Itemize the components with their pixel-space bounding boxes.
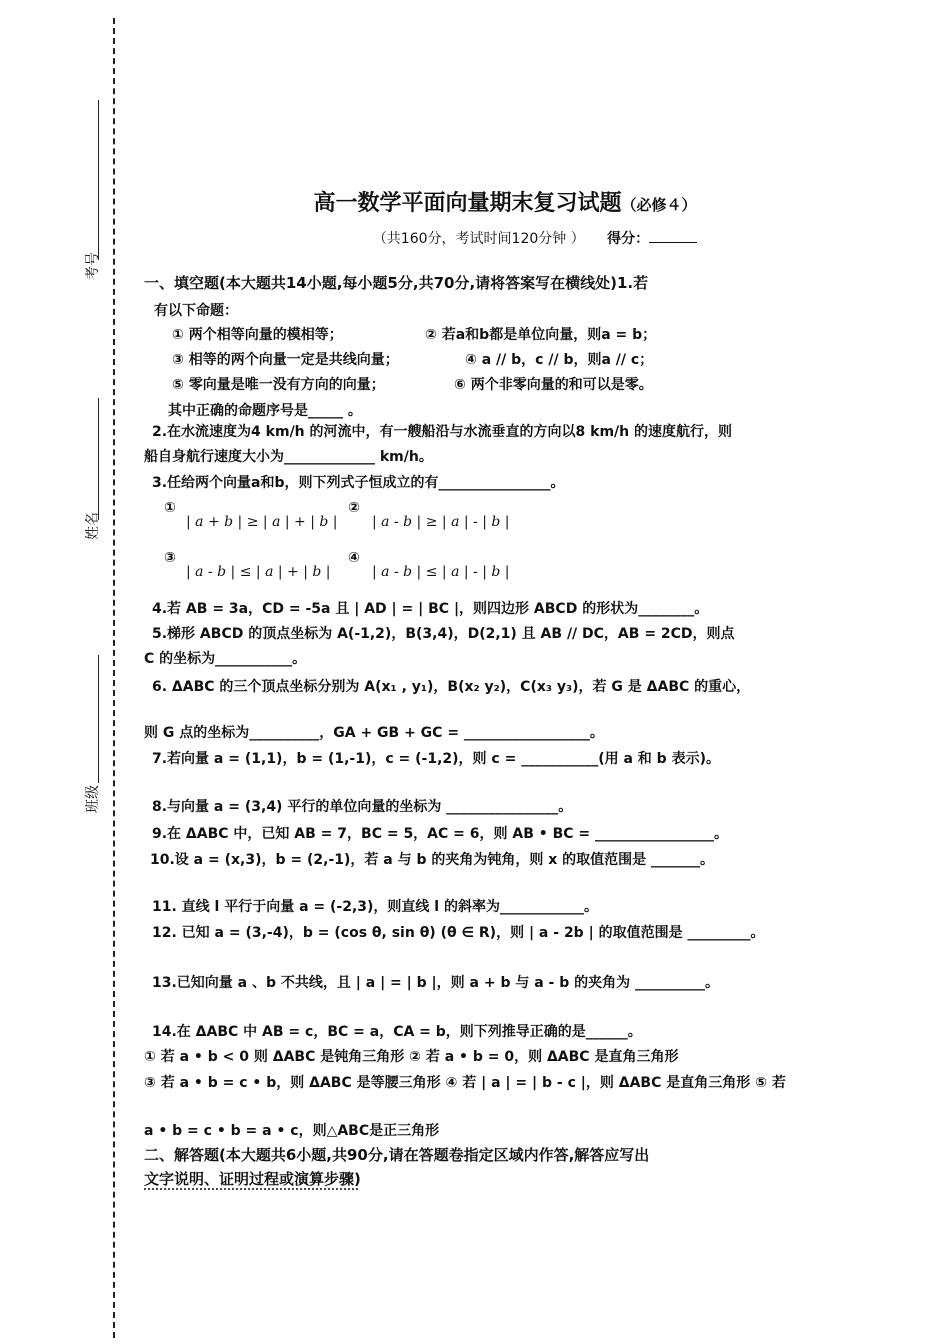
page-title [140,186,870,217]
q14-stem: 14.在 ΔABC 中 AB = c，BC = a，CA = b，则下列推导正确的是______。 [152,1024,642,1040]
section2-line2: 文字说明、证明过程或演算步骤) [144,1170,361,1188]
exam-no-label: 考号 [85,252,101,280]
exam-info-text: （共160分，考试时间120分钟 ） [372,231,585,247]
q9: 9.在 ΔABC 中，已知 AB = 7，BC = 5，AC = 6，则 AB • BC = _________________。 [152,826,729,842]
exam-info [140,228,930,248]
q6-line2: 则 G 点的坐标为__________，GA + GB + GC = __________________。 [144,725,604,741]
q6-line1: 6. ΔABC 的三个顶点坐标分别为 A(x₁ , y₁)，B(x₂ y₂)，C(x₃ y₃)，若 G 是 ΔABC 的重心， [152,679,751,695]
q3-choice-4-expr: | a - b | ≤ | a | - | b | [372,564,510,580]
q14-line2: ③ 若 a • b = c • b，则 ΔABC 是等腰三角形 ④ 若 | a | = | b - c |，则 ΔABC 是直角三角形 ⑤ 若 [144,1075,786,1091]
q8: 8.与向量 a = (3,4) 平行的单位向量的坐标为 ________________。 [152,799,573,815]
exam-no-line [98,100,99,260]
name-label: 姓名 [85,512,101,540]
q10: 10.设 a = (x,3)，b = (2,-1)，若 a 与 b 的夹角为钝角，则 x 的取值范围是 _______。 [150,852,715,868]
name-field[interactable] [72,398,112,558]
q12: 12. 已知 a = (3,-4)，b = (cos θ, sin θ) (θ ∈ R)，则 | a - 2b | 的取值范围是 _________。 [152,925,765,941]
q1-option-3: ③ 相等的两个向量一定是共线向量； [172,352,399,368]
class-field[interactable] [72,655,112,825]
q1-option-6: ⑥ 两个非零向量的和可以是零。 [454,377,653,393]
name-line [98,398,99,520]
q3-stem: 3.任给两个向量a和b，则下列式子恒成立的有________________。 [152,475,565,491]
q3-choice-3-expr: | a - b | ≤ | a | + | b | [186,564,331,580]
title-text: 高一数学平面向量期末复习试题 [313,191,622,216]
q3-choice-4-num: ④ [348,550,360,566]
q1-ask: 其中正确的命题序号是_____ 。 [168,403,362,419]
q3-choice-1-num: ① [164,500,176,516]
exam-no-field[interactable] [72,100,112,300]
q3-choice-3-num: ③ [164,550,176,566]
q2-line1: 2.在水流速度为4 km/h 的河流中，有一艘船沿与水流垂直的方向以8 km/h 的速度航行，则 [152,424,732,440]
q5-line1: 5.梯形 ABCD 的顶点坐标为 A(-1,2)，B(3,4)，D(2,1) 且 AB // DC，AB = 2CD，则点 [152,626,735,642]
q1-option-5: ⑤ 零向量是唯一没有方向的向量； [172,377,385,393]
q11: 11. 直线 l 平行于向量 a = (-2,3)，则直线 l 的斜率为____________。 [152,899,598,915]
q1-option-4: ④ a // b，c // b，则a // c； [465,352,654,368]
q7: 7.若向量 a = (1,1)，b = (1,-1)，c = (-1,2)，则 c = ___________(用 a 和 b 表示)。 [152,751,720,767]
score-blank[interactable] [649,230,697,243]
q1-line2: 有以下命题： [154,303,238,319]
title-suffix: （必修４） [621,196,697,214]
score-label: 得分： [607,231,650,247]
class-label: 班级 [85,785,101,813]
q4: 4.若 AB = 3a，CD = -5a 且 | AD | = | BC |，则四边形 ABCD 的形状为________。 [152,601,709,617]
q3-choice-1-expr: | a + b | ≥ | a | + | b | [186,514,338,530]
q3-choice-2-num: ② [348,500,360,516]
section2-line1: 二、解答题(本大题共6小题,共90分,请在答题卷指定区域内作答,解答应写出 [144,1146,650,1164]
q3-choice-2-expr: | a - b | ≥ | a | - | b | [372,514,510,530]
class-line [98,655,99,783]
cut-line [113,18,115,1338]
q1-option-1: ① 两个相等向量的模相等； [172,327,343,343]
q2-line2: 船自身航行速度大小为_____________ km/h。 [144,449,433,465]
q1-option-2: ② 若a和b都是单位向量，则a = b； [425,327,657,343]
q14-line3: a • b = c • b = a • c，则△ABC是正三角形 [144,1123,440,1139]
q14-line1: ① 若 a • b < 0 则 ΔABC 是钝角三角形 ② 若 a • b = 0，则 ΔABC 是直角三角形 [144,1049,679,1065]
section1-heading: 一、填空题(本大题共14小题,每小题5分,共70分,请将答案写在横线处)1.若 [144,274,649,292]
q13: 13.已知向量 a 、b 不共线，且 | a | = | b |，则 a + b 与 a - b 的夹角为 __________。 [152,975,720,991]
q5-line2: C 的坐标为___________。 [144,651,307,667]
